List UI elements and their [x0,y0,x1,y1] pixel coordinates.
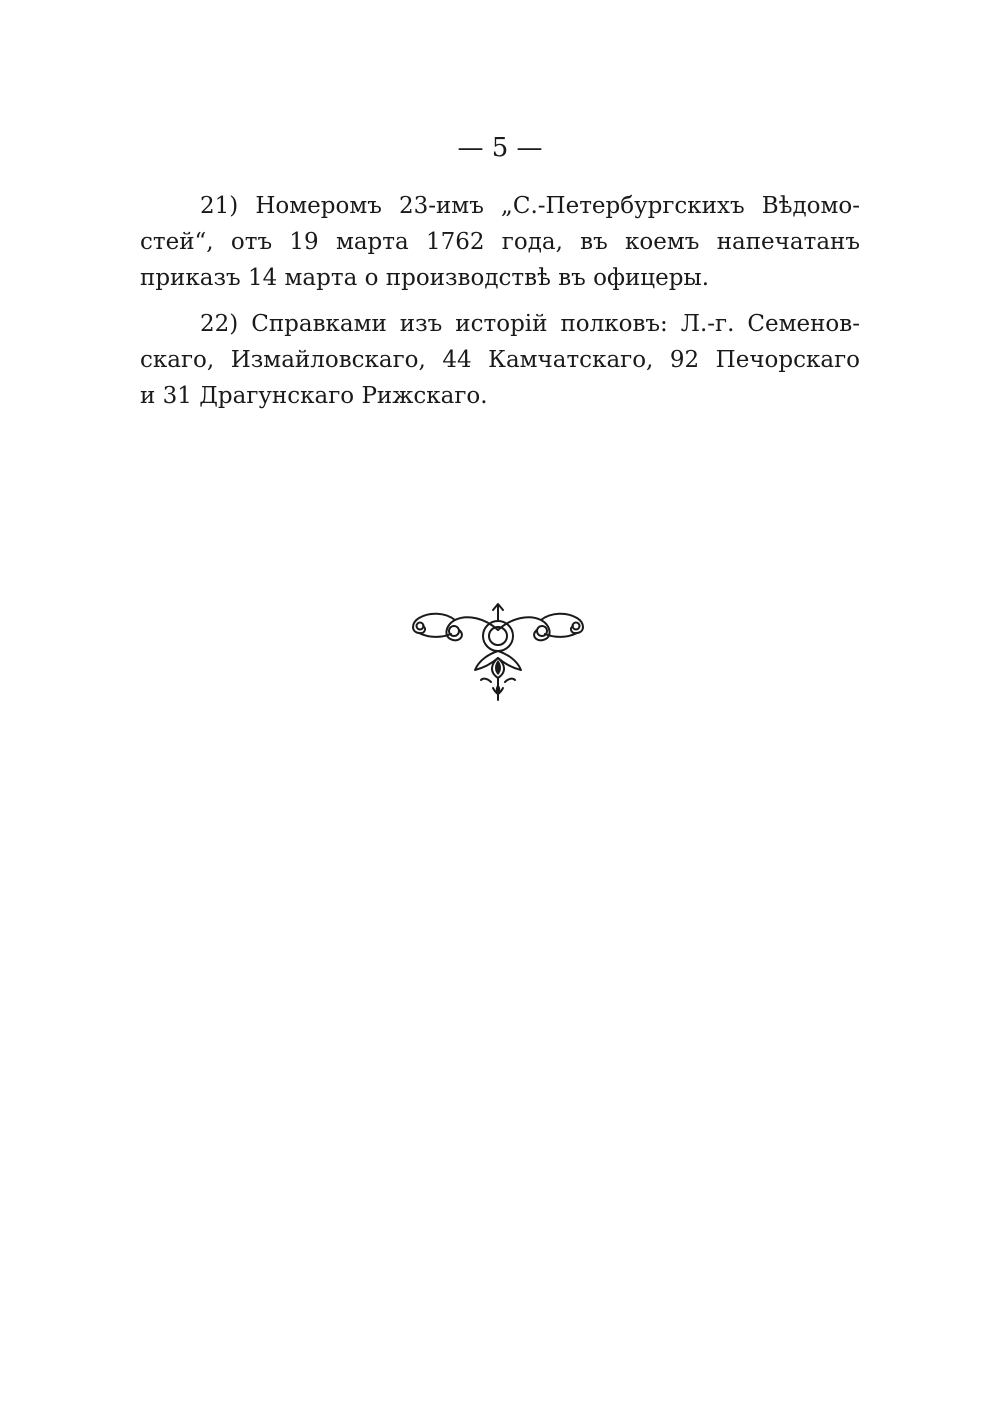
floral-scroll-ornament-icon [405,600,591,704]
text-line: 21) Номеромъ 23-имъ „С.-Петербургскихъ Вѣдомо- [200,193,860,219]
paragraph-22 [140,306,860,414]
page-number: — 5 — [457,133,543,163]
text-line: и 31 Драгунскаго Рижскаго. [140,383,488,409]
text-line: приказъ 14 марта о производствѣ въ офицеры. [140,265,710,291]
text-line: стей“, отъ 19 марта 1762 года, въ коемъ напечатанъ [140,229,860,255]
text-line: скаго, Измайловскаго, 44 Камчатскаго, 92 Печорскаго [140,347,860,373]
paragraph-21 [140,188,860,296]
text-block [140,188,860,424]
text-line: 22) Справками изъ исторій полковъ: Л.-г. Семенов- [200,311,860,337]
